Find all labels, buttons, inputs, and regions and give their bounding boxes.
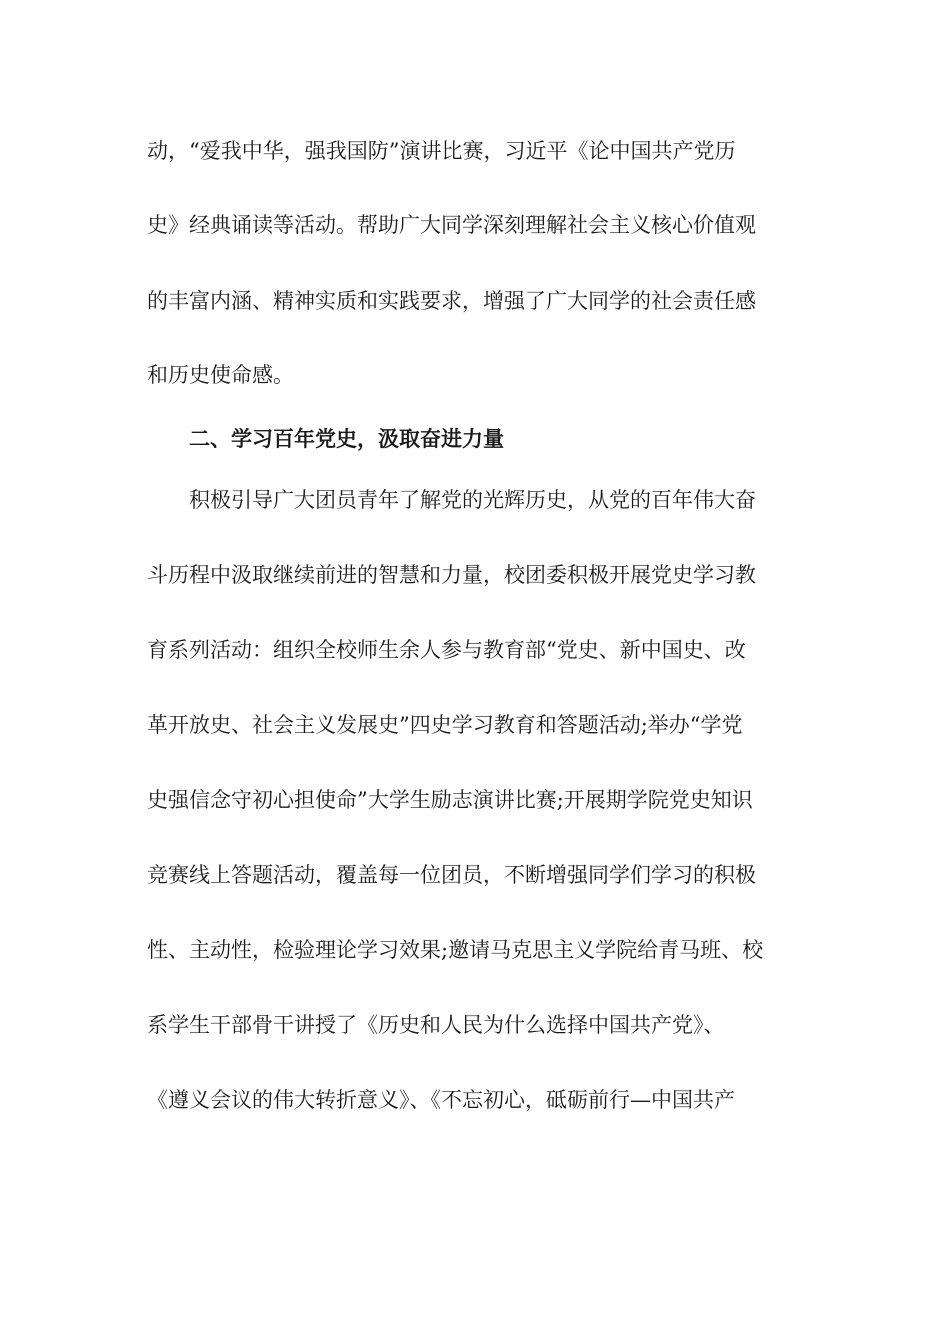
paragraph-line: 史》经典诵读等活动。帮助广大同学深刻理解社会主义核心价值观 [147, 213, 756, 237]
paragraph-line: 史强信念守初心担使命”大学生励志演讲比赛;开展期学院党史知识 [147, 788, 753, 812]
paragraph-line: 动，“爱我中华，强我国防”演讲比赛，习近平《论中国共产党历 [147, 139, 736, 163]
paragraph-line: 《遵义会议的伟大转折意义》、《不忘初心，砥砺前行—中国共产 [147, 1088, 735, 1112]
paragraph-line: 的丰富内涵、精神实质和实践要求，增强了广大同学的社会责任感 [147, 289, 756, 313]
paragraph-line: 和历史使命感。 [147, 363, 294, 387]
paragraph-line: 斗历程中汲取继续前进的智慧和力量，校团委积极开展党史学习教 [147, 563, 756, 587]
paragraph-line: 革开放史、社会主义发展史”四史学习教育和答题活动;举办“学党 [147, 713, 743, 737]
paragraph-line: 系学生干部骨干讲授了《历史和人民为什么选择中国共产党》、 [147, 1013, 725, 1037]
paragraph-line: 育系列活动：组织全校师生余人参与教育部“党史、新中国史、改 [147, 638, 746, 662]
paragraph-line: 积极引导广大团员青年了解党的光辉历史，从党的百年伟大奋 [189, 488, 756, 512]
paragraph-line: 竞赛线上答题活动，覆盖每一位团员，不断增强同学们学习的积极 [147, 863, 756, 887]
paragraph-line: 性、主动性，检验理论学习效果;邀请马克思主义学院给青马班、校 [147, 938, 764, 962]
section-heading: 二、学习百年党史，汲取奋进力量 [189, 427, 504, 451]
